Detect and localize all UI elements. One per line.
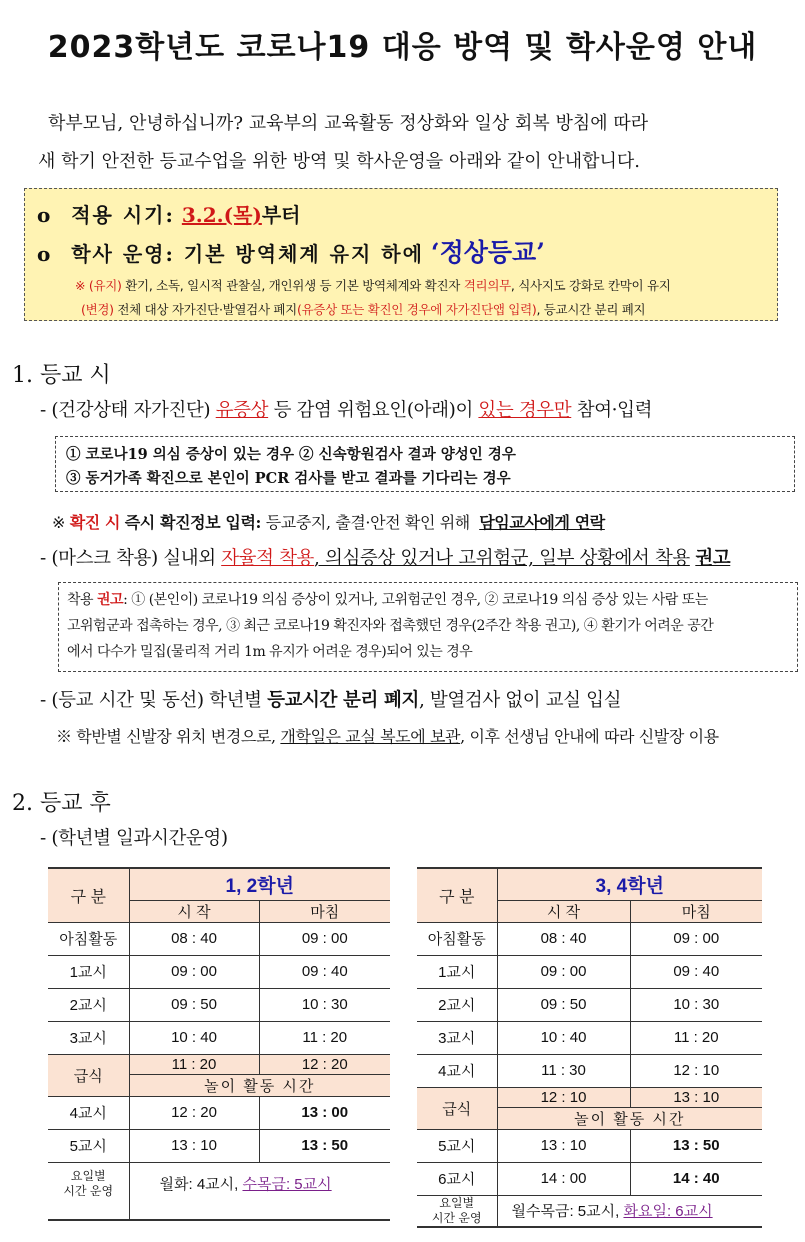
- academic-ops-row: [37, 233, 545, 269]
- self-check-mid: 등 감염 위험요인(아래)이: [273, 400, 473, 421]
- mask-box-red: 권고: [97, 592, 124, 608]
- ops-label: 학사 운영: 기본 방역체계 유지 하에: [71, 242, 424, 266]
- note1-tail: , 식사지도 강화로 칸막이 유지: [510, 278, 671, 293]
- period-label: 3교시: [417, 1021, 497, 1054]
- table-row: [48, 922, 390, 955]
- start-time: 12 : 20: [129, 1096, 259, 1129]
- table-row: [48, 1021, 390, 1054]
- end-time: 09 : 40: [630, 955, 762, 988]
- mask-box-label: 착용: [67, 592, 94, 608]
- confirm-bold: 즉시 확진정보 입력:: [124, 513, 262, 532]
- weekday-label-1: 요일별: [70, 1168, 106, 1183]
- attendance-time-line: [40, 686, 621, 712]
- start-time: 10 : 40: [129, 1021, 259, 1054]
- period-label: 1교시: [48, 955, 129, 988]
- end-time: 10 : 30: [259, 988, 390, 1021]
- maintain-tag: (유지): [88, 278, 122, 293]
- weekday-label-1: 요일별: [439, 1195, 475, 1210]
- end-time: 12 : 10: [630, 1054, 762, 1087]
- table-row: [48, 988, 390, 1021]
- end-time: 09 : 40: [259, 955, 390, 988]
- start-time: 09 : 50: [497, 988, 630, 1021]
- condition-line-1: ① 코로나19 의심 증상이 있는 경우 ② 신속항원검사 결과 양성인 경우: [66, 446, 516, 463]
- play-time: 놀이 활동 시간: [497, 1107, 762, 1129]
- lunch-end: 13 : 10: [630, 1087, 762, 1107]
- note-maintain: [75, 276, 671, 294]
- end-header: 마침: [259, 900, 390, 922]
- summary-box: [24, 188, 778, 321]
- note2-text: 전체 대상 자가진단·발열검사 폐지: [117, 302, 297, 317]
- intro-paragraph: [38, 105, 778, 181]
- weekday-a: 월수목금: 5교시,: [511, 1203, 620, 1221]
- period-label: 6교시: [417, 1162, 497, 1195]
- period-label: 1교시: [417, 955, 497, 988]
- shoe-note: [56, 724, 719, 747]
- isolation-duty: 격리의무: [463, 278, 511, 293]
- start-time: 08 : 40: [129, 922, 259, 955]
- change-tag: (변경): [81, 302, 114, 317]
- start-time: 14 : 00: [497, 1162, 630, 1195]
- section-2-heading: 2. 등교 후: [12, 791, 111, 816]
- voluntary-wear: 자율적 착용: [221, 548, 315, 569]
- time-bold: 등교시간 분리 폐지: [267, 690, 419, 711]
- mask-box-line-1: [67, 587, 789, 613]
- contact-teacher: 담임교사에게 연락: [479, 513, 605, 532]
- weekday-b: 수목금: 5교시: [242, 1175, 332, 1193]
- lunch-end: 12 : 20: [259, 1054, 390, 1074]
- weekday-label: [48, 1162, 129, 1220]
- time-post: , 발열검사 없이 교실 입실: [418, 690, 622, 711]
- gubun-header: 구 분: [417, 868, 497, 922]
- start-header: 시 작: [129, 900, 259, 922]
- end-time: 11 : 20: [259, 1021, 390, 1054]
- end-time: 14 : 40: [630, 1162, 762, 1195]
- period-label: 4교시: [48, 1096, 129, 1129]
- condition-line-2: ③ 동거가족 확진으로 본인이 PCR 검사를 받고 결과를 기다리는 경우: [66, 470, 511, 487]
- schedule-table-grade-3-4: [417, 867, 762, 1228]
- note2-tail: , 등교시간 분리 폐지: [536, 302, 646, 317]
- table-row: [48, 1129, 390, 1162]
- lunch-label: 급식: [48, 1054, 129, 1096]
- table-row: [417, 1021, 762, 1054]
- end-time: 11 : 20: [630, 1021, 762, 1054]
- normal-attendance-highlight: ‘정상등교’: [430, 238, 545, 267]
- self-check-line: [40, 396, 652, 422]
- mask-box-line-3: 에서 다수가 밀집(물리적 거리 1m 유지가 어려운 경우)되어 있는 경우: [67, 644, 473, 660]
- play-time: 놀이 활동 시간: [129, 1074, 390, 1096]
- bullet-icon: o: [37, 242, 51, 266]
- apply-date: 3.2.(목): [181, 203, 262, 227]
- page-title: 2023학년도 코로나19 대응 방역 및 학사운영 안내: [47, 30, 758, 65]
- table-row: [417, 988, 762, 1021]
- section-2-sub: - (학년별 일과시간운영): [40, 828, 228, 849]
- weekday-label-2: 시간 운영: [431, 1210, 482, 1225]
- period-label: 3교시: [48, 1021, 129, 1054]
- weekday-label-2: 시간 운영: [63, 1183, 114, 1198]
- start-header: 시 작: [497, 900, 630, 922]
- confirm-line: [52, 510, 605, 533]
- mask-recommend-box: [58, 582, 798, 672]
- note2-red: (유증상 또는 확진인 경우에 자가진단앱 입력): [296, 302, 537, 317]
- shoe-pre: ※ 학반별 신발장 위치 변경으로,: [56, 727, 276, 746]
- mask-line: [40, 544, 730, 570]
- self-check-post: 참여·입력: [576, 400, 653, 421]
- period-label: 아침활동: [417, 922, 497, 955]
- shoe-underlined: 개학일은 교실 복도에 보관: [280, 727, 461, 746]
- start-time: 13 : 10: [129, 1129, 259, 1162]
- start-time: 10 : 40: [497, 1021, 630, 1054]
- period-label: 5교시: [48, 1129, 129, 1162]
- time-label: - (등교 시간 및 동선) 학년별: [40, 690, 262, 711]
- mask-box-line-2: 고위험군과 접촉하는 경우, ③ 최근 코로나19 확진자와 접촉했던 경우(2주간 착용 권고), ④ 환기가 어려운 공간: [67, 618, 714, 634]
- shoe-post: , 이후 선생님 안내에 따라 신발장 이용: [460, 727, 719, 746]
- mask-recommend: 권고: [695, 548, 731, 569]
- end-time: 13 : 50: [630, 1129, 762, 1162]
- table-row: [417, 1054, 762, 1087]
- end-time: 13 : 50: [259, 1129, 390, 1162]
- confirm-text: 등교중지, 출결·안전 확인 위해: [265, 513, 470, 532]
- intro-line-2: 새 학기 안전한 등교수업을 위한 방역 및 학사운영을 아래와 같이 안내합니다.: [38, 151, 640, 172]
- start-time: 11 : 30: [497, 1054, 630, 1087]
- grade-header: 1, 2학년: [129, 868, 390, 900]
- period-label: 아침활동: [48, 922, 129, 955]
- schedule-table-grade-1-2: [48, 867, 390, 1221]
- table-row: [48, 1096, 390, 1129]
- weekday-schedule: [129, 1162, 390, 1220]
- table-row: [48, 955, 390, 988]
- period-label: 2교시: [48, 988, 129, 1021]
- start-time: 09 : 00: [129, 955, 259, 988]
- only-if-text: 있는 경우만: [478, 400, 572, 421]
- table-row: [417, 955, 762, 988]
- apply-period-row: [37, 199, 301, 228]
- weekday-a: 월화: 4교시,: [159, 1175, 239, 1193]
- table-row: [417, 922, 762, 955]
- lunch-start: 12 : 10: [497, 1087, 630, 1107]
- note1-text: 환기, 소독, 일시적 관찰실, 개인위생 등 기본 방역체계와 확진자: [125, 278, 461, 293]
- start-time: 09 : 00: [497, 955, 630, 988]
- end-time: 09 : 00: [259, 922, 390, 955]
- lunch-label: 급식: [417, 1087, 497, 1129]
- start-time: 09 : 50: [129, 988, 259, 1021]
- confirm-red: 확진 시: [69, 513, 121, 532]
- end-time: 10 : 30: [630, 988, 762, 1021]
- start-time: 13 : 10: [497, 1129, 630, 1162]
- start-time: 08 : 40: [497, 922, 630, 955]
- period-label: 5교시: [417, 1129, 497, 1162]
- end-header: 마침: [630, 900, 762, 922]
- table-row: [417, 1129, 762, 1162]
- apply-label: 적용 시기:: [71, 203, 175, 227]
- period-label: 4교시: [417, 1054, 497, 1087]
- grade-header: 3, 4학년: [497, 868, 762, 900]
- symptom-text: 유증상: [215, 400, 269, 421]
- weekday-label: [417, 1195, 497, 1227]
- note-mark: ※: [75, 278, 86, 293]
- weekday-b: 화요일: 6교시: [623, 1203, 713, 1221]
- section-1-heading: 1. 등교 시: [12, 363, 111, 388]
- weekday-schedule: [497, 1195, 762, 1227]
- gubun-header: 구 분: [48, 868, 129, 922]
- period-label: 2교시: [417, 988, 497, 1021]
- confirm-mark: ※: [52, 513, 66, 532]
- self-check-label: - (건강상태 자가진단): [40, 400, 211, 421]
- end-time: 13 : 00: [259, 1096, 390, 1129]
- mask-mid: , 의심증상 있거나 고위험군, 일부 상황에서 착용: [314, 548, 690, 569]
- intro-line-1: 학부모님, 안녕하십니까? 교육부의 교육활동 정상화와 일상 회복 방침에 따라: [48, 113, 649, 134]
- end-time: 09 : 00: [630, 922, 762, 955]
- apply-suffix: 부터: [261, 203, 301, 227]
- conditions-box: [55, 436, 795, 492]
- table-row: [417, 1162, 762, 1195]
- bullet-icon: o: [37, 203, 51, 227]
- mask-label: - (마스크 착용) 실내외: [40, 548, 216, 569]
- note-change: [81, 300, 645, 318]
- mask-box-text1: : ① (본인이) 코로나19 의심 증상이 있거나, 고위험군인 경우, ② 코로나19 의심 증상 있는 사람 또는: [123, 592, 708, 608]
- lunch-start: 11 : 20: [129, 1054, 259, 1074]
